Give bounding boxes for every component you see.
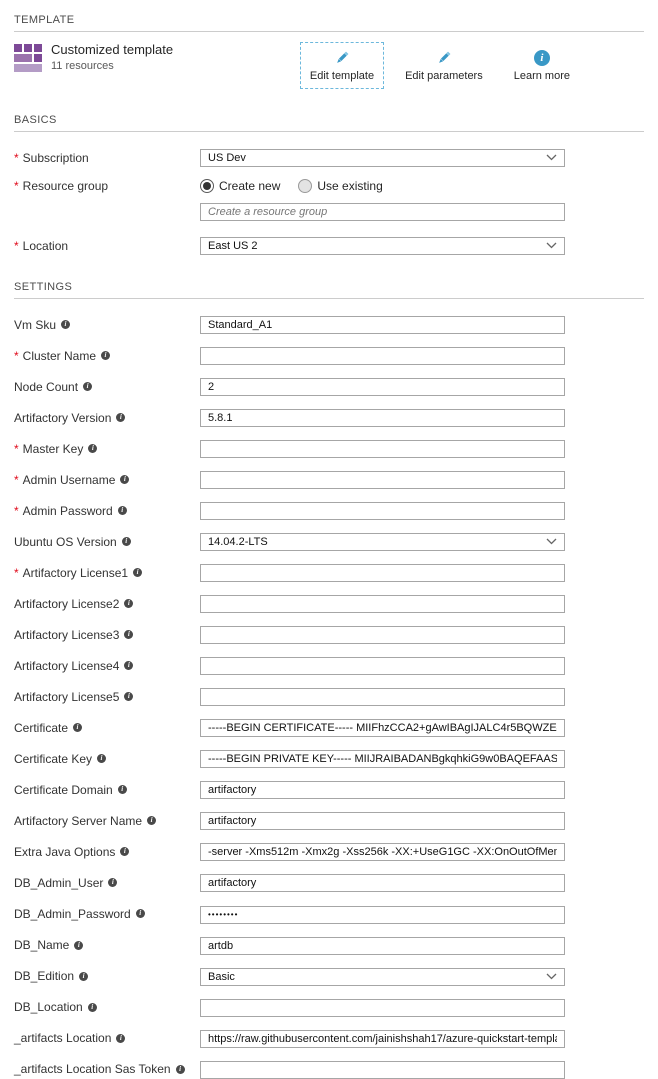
field-label <box>14 442 200 456</box>
edit-template-button[interactable] <box>300 42 384 89</box>
resource-group-label: * Resource group <box>14 179 109 193</box>
field-control <box>200 408 565 427</box>
field-label <box>14 473 200 487</box>
field-control <box>200 842 565 861</box>
resource-group-radios <box>200 179 565 193</box>
subscription-select[interactable] <box>200 149 565 167</box>
field-label <box>14 721 200 735</box>
info-icon: i <box>124 692 133 701</box>
field-control <box>200 718 565 737</box>
field-label <box>14 535 200 549</box>
field-control <box>200 687 565 706</box>
ubuntu-os-version-select[interactable] <box>200 533 565 551</box>
settings-fields <box>14 315 644 1079</box>
divider <box>14 31 644 32</box>
info-icon: i <box>118 506 127 515</box>
info-icon: i <box>120 475 129 484</box>
field-row-artifactory-license5 <box>14 687 644 706</box>
required-asterisk: * <box>14 472 19 487</box>
radio-create-new[interactable]: Create new <box>200 179 280 193</box>
info-icon: i <box>88 444 97 453</box>
location-select[interactable] <box>200 237 565 255</box>
field-control <box>200 811 565 830</box>
required-asterisk: * <box>14 348 19 363</box>
field-control <box>200 563 565 582</box>
info-icon: i <box>133 568 142 577</box>
info-icon: i <box>136 909 145 918</box>
field-row-resource-group-name <box>14 202 644 221</box>
field-row-db-admin-user <box>14 873 644 892</box>
field-label <box>14 783 200 797</box>
field-control <box>200 439 565 458</box>
field-label <box>14 1031 200 1045</box>
field-label <box>14 566 200 580</box>
field-control <box>200 501 565 520</box>
artifacts-location-sas-token-label: _artifacts Location Sas Token <box>14 1062 171 1076</box>
artifactory-license2-label: Artifactory License2 <box>14 596 120 611</box>
learn-more-button[interactable] <box>504 42 580 89</box>
info-icon: i <box>116 1034 125 1043</box>
artifactory-license1-input[interactable] <box>200 564 565 582</box>
field-control <box>200 594 565 613</box>
field-row-artifactory-license1 <box>14 563 644 582</box>
field-control <box>200 998 565 1017</box>
required-asterisk: * <box>14 503 19 518</box>
template-title: Customized template <box>51 42 174 57</box>
field-row-certificate-domain <box>14 780 644 799</box>
db-admin-password-label: DB_Admin_Password <box>14 906 131 921</box>
info-icon: i <box>116 413 125 422</box>
template-card <box>14 42 173 72</box>
location-label: * Location <box>14 238 69 253</box>
field-row-artifactory-license3 <box>14 625 644 644</box>
extra-java-options-label: Extra Java Options <box>14 844 116 859</box>
field-row-artifacts-location-sas-token <box>14 1060 644 1079</box>
field-row-certificate <box>14 718 644 737</box>
certificate-domain-label: Certificate Domain <box>14 782 113 797</box>
db-edition-label: DB_Edition <box>14 969 75 983</box>
field-row-db-location <box>14 998 644 1017</box>
artifactory-version-input[interactable] <box>200 409 565 427</box>
info-icon: i <box>97 754 106 763</box>
field-label <box>14 907 200 921</box>
field-control <box>200 532 565 551</box>
edit-parameters-button[interactable] <box>395 42 493 89</box>
field-control <box>200 377 565 396</box>
field-control <box>200 625 565 644</box>
artifactory-license1-label: Artifactory License1 <box>22 565 129 580</box>
artifactory-server-name-label: Artifactory Server Name <box>14 813 143 828</box>
vm-sku-input[interactable] <box>200 316 565 334</box>
field-row-node-count <box>14 377 644 396</box>
field-row-ubuntu-os-version <box>14 532 644 551</box>
info-icon: i <box>74 941 83 950</box>
field-control <box>200 904 565 924</box>
field-control <box>200 1029 565 1048</box>
db-location-input[interactable] <box>200 999 565 1017</box>
field-row-certificate-key <box>14 749 644 768</box>
info-icon: i <box>176 1065 185 1074</box>
pencil-icon <box>436 50 452 66</box>
info-icon: i <box>88 1003 97 1012</box>
admin-password-label: Admin Password <box>22 503 113 518</box>
field-row-db-name <box>14 936 644 955</box>
field-label <box>14 628 200 642</box>
info-icon: i <box>124 661 133 670</box>
artifactory-server-name-input[interactable] <box>200 812 565 830</box>
field-label <box>14 1000 200 1014</box>
admin-username-label: Admin Username <box>22 472 116 487</box>
action-label: Learn more <box>513 70 570 82</box>
vm-sku-label: Vm Sku <box>14 317 57 332</box>
artifactory-license5-input[interactable] <box>200 688 565 706</box>
template-card-text <box>51 42 173 72</box>
admin-password-input[interactable] <box>200 502 565 520</box>
field-row-artifactory-license4 <box>14 656 644 675</box>
resource-group-name-control <box>200 202 565 221</box>
info-icon: i <box>122 537 131 546</box>
field-row-subscription <box>14 148 644 167</box>
field-row-admin-username <box>14 470 644 489</box>
field-control <box>200 967 565 986</box>
artifactory-license5-label: Artifactory License5 <box>14 689 120 704</box>
required-asterisk: * <box>14 179 19 193</box>
radio-use-existing[interactable]: Use existing <box>298 179 382 193</box>
master-key-input[interactable] <box>200 440 565 458</box>
certificate-key-input[interactable] <box>200 750 565 768</box>
field-row-db-admin-password <box>14 904 644 924</box>
field-row-cluster-name <box>14 346 644 365</box>
field-label <box>14 938 200 952</box>
location-control <box>200 236 565 255</box>
info-icon: i <box>118 785 127 794</box>
radio-selected-icon <box>200 179 214 193</box>
basics-fields <box>14 148 644 255</box>
radio-unselected-icon <box>298 179 312 193</box>
field-control <box>200 470 565 489</box>
master-key-label: Master Key <box>22 441 84 456</box>
field-control <box>200 749 565 768</box>
action-label: Edit template <box>309 70 375 82</box>
field-row-artifacts-location <box>14 1029 644 1048</box>
info-icon: i <box>108 878 117 887</box>
field-control <box>200 346 565 365</box>
artifactory-license3-input[interactable] <box>200 626 565 644</box>
cluster-name-label: Cluster Name <box>22 348 97 363</box>
field-row-artifactory-version <box>14 408 644 427</box>
db-edition-select[interactable] <box>200 968 565 986</box>
artifacts-location-input[interactable] <box>200 1030 565 1048</box>
field-label <box>14 1062 200 1076</box>
certificate-input[interactable] <box>200 719 565 737</box>
field-row-vm-sku <box>14 315 644 334</box>
field-label <box>14 318 200 332</box>
field-row-extra-java-options <box>14 842 644 861</box>
artifactory-license4-input[interactable] <box>200 657 565 675</box>
required-asterisk: * <box>14 150 19 165</box>
db-admin-password-input[interactable] <box>200 906 565 924</box>
artifactory-license3-label: Artifactory License3 <box>14 627 120 642</box>
template-section-header: TEMPLATE <box>14 14 75 26</box>
field-label <box>14 845 200 859</box>
cluster-name-input[interactable] <box>200 347 565 365</box>
certificate-label: Certificate <box>14 720 69 735</box>
field-row-artifactory-license2 <box>14 594 644 613</box>
field-control <box>200 656 565 675</box>
artifactory-license2-input[interactable] <box>200 595 565 613</box>
field-row-resource-group <box>14 179 644 193</box>
divider <box>14 131 644 132</box>
field-label <box>14 690 200 704</box>
extra-java-options-input[interactable] <box>200 843 565 861</box>
info-icon: i <box>534 50 550 66</box>
field-label <box>14 659 200 673</box>
pencil-icon <box>334 50 350 66</box>
settings-section-header: SETTINGS <box>14 281 73 293</box>
action-label: Edit parameters <box>405 70 483 82</box>
info-icon: i <box>124 630 133 639</box>
db-admin-user-input[interactable] <box>200 874 565 892</box>
field-label <box>14 349 200 363</box>
info-icon: i <box>73 723 82 732</box>
required-asterisk: * <box>14 441 19 456</box>
info-icon: i <box>79 972 88 981</box>
field-label <box>14 752 200 766</box>
db-name-input[interactable] <box>200 937 565 955</box>
basics-section-header: BASICS <box>14 114 57 126</box>
db-admin-user-label: DB_Admin_User <box>14 875 104 890</box>
template-row <box>14 42 644 88</box>
db-name-label: DB_Name <box>14 938 70 952</box>
resource-group-name-input[interactable] <box>200 203 565 221</box>
info-icon: i <box>101 351 110 360</box>
field-label <box>14 597 200 611</box>
certificate-domain-input[interactable] <box>200 781 565 799</box>
db-location-label: DB_Location <box>14 1000 83 1014</box>
field-label <box>14 814 200 828</box>
required-asterisk: * <box>14 565 19 580</box>
admin-username-input[interactable] <box>200 471 565 489</box>
artifacts-location-label: _artifacts Location <box>14 1031 112 1045</box>
artifacts-location-sas-token-input[interactable] <box>200 1061 565 1079</box>
field-control <box>200 1060 565 1079</box>
field-label <box>14 380 200 394</box>
field-row-master-key <box>14 439 644 458</box>
info-icon: i <box>124 599 133 608</box>
artifactory-license4-label: Artifactory License4 <box>14 658 120 673</box>
info-icon: i <box>61 320 70 329</box>
field-control <box>200 315 565 334</box>
field-row-db-edition <box>14 967 644 986</box>
subscription-control <box>200 148 565 167</box>
field-control <box>200 873 565 892</box>
field-label <box>14 504 200 518</box>
divider <box>14 298 644 299</box>
info-icon: i <box>120 847 129 856</box>
field-label <box>14 876 200 890</box>
field-label <box>14 411 200 425</box>
field-control <box>200 780 565 799</box>
required-asterisk: * <box>14 238 19 253</box>
template-resource-count: 11 resources <box>51 60 114 72</box>
template-icon <box>14 44 42 72</box>
field-row-location <box>14 236 644 255</box>
node-count-input[interactable] <box>200 378 565 396</box>
ubuntu-os-version-label: Ubuntu OS Version <box>14 534 117 549</box>
info-icon: i <box>83 382 92 391</box>
certificate-key-label: Certificate Key <box>14 751 93 766</box>
subscription-label: * Subscription <box>14 150 89 165</box>
field-control <box>200 936 565 955</box>
field-row-admin-password <box>14 501 644 520</box>
field-row-artifactory-server-name <box>14 811 644 830</box>
artifactory-version-label: Artifactory Version <box>14 410 112 425</box>
template-actions <box>300 42 580 89</box>
info-icon: i <box>147 816 156 825</box>
node-count-label: Node Count <box>14 379 79 394</box>
field-label <box>14 969 200 983</box>
